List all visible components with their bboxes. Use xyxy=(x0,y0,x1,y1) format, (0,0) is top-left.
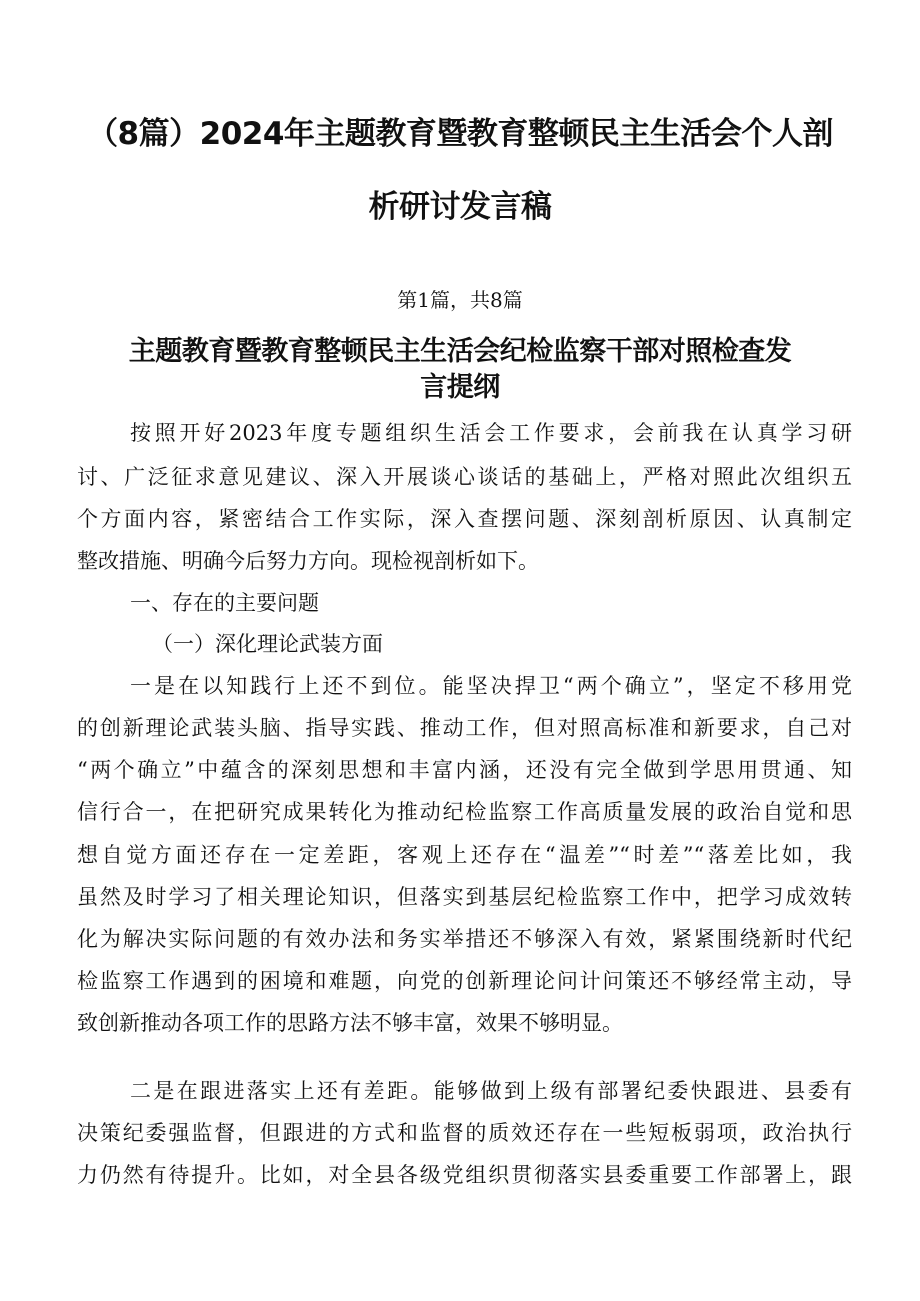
body-line: 致创新推动各项工作的思路方法不够丰富，效果不够明显。 xyxy=(77,1011,623,1035)
body-line: 检监察工作遇到的困境和难题，向党的创新理论问计问策还不够经常主动，导 xyxy=(77,969,852,993)
document-title-line-1: （8篇）2024年主题教育暨教育整顿民主生活会个人剖 xyxy=(87,116,833,152)
body-line: 整改措施、明确今后努力方向。现检视剖析如下。 xyxy=(77,549,539,573)
section-title-line-2: 言提纲 xyxy=(420,372,500,403)
body-line: 力仍然有待提升。比如，对全县各级党组织贯彻落实县委重要工作部署上，跟 xyxy=(77,1163,852,1187)
document-title-line-2: 析研讨发言稿 xyxy=(368,189,552,225)
body-line: 个方面内容，紧密结合工作实际，深入查摆问题、深刻剖析原因、认真制定 xyxy=(77,507,852,531)
body-line: 决策纪委强监督，但跟进的方式和监督的质效还存在一些短板弱项，政治执行 xyxy=(77,1121,852,1145)
body-line: 信行合一，在把研究成果转化为推动纪检监察工作高质量发展的政治自觉和思 xyxy=(77,800,852,824)
body-heading-2: （一）深化理论武装方面 xyxy=(152,632,383,656)
body-line: 虽然及时学习了相关理论知识，但落实到基层纪检监察工作中，把学习成效转 xyxy=(77,885,852,909)
body-line: 讨、广泛征求意见建议、深入开展谈心谈话的基础上，严格对照此次组织五 xyxy=(77,465,852,489)
body-line: 二是在跟进落实上还有差距。能够做到上级有部署纪委快跟进、县委有 xyxy=(130,1079,852,1103)
section-counter: 第1篇，共8篇 xyxy=(397,288,523,312)
body-line: 化为解决实际问题的有效办法和务实举措还不够深入有效，紧紧围绕新时代纪 xyxy=(77,927,852,951)
body-line: “两个确立”中蕴含的深刻思想和丰富内涵，还没有完全做到学思用贯通、知 xyxy=(77,758,852,782)
body-heading-1: 一、存在的主要问题 xyxy=(130,591,319,615)
body-line: 的创新理论武装头脑、指导实践、推动工作，但对照高标准和新要求，自己对 xyxy=(77,716,852,740)
body-line: 想自觉方面还存在一定差距，客观上还存在“温差”“时差”“落差比如，我 xyxy=(77,843,852,867)
body-line: 按照开好2023年度专题组织生活会工作要求，会前我在认真学习研 xyxy=(130,421,852,445)
body-line: 一是在以知践行上还不到位。能坚决捍卫“两个确立”，坚定不移用党 xyxy=(130,674,852,698)
section-title-line-1: 主题教育暨教育整顿民主生活会纪检监察干部对照检查发 xyxy=(128,336,792,367)
